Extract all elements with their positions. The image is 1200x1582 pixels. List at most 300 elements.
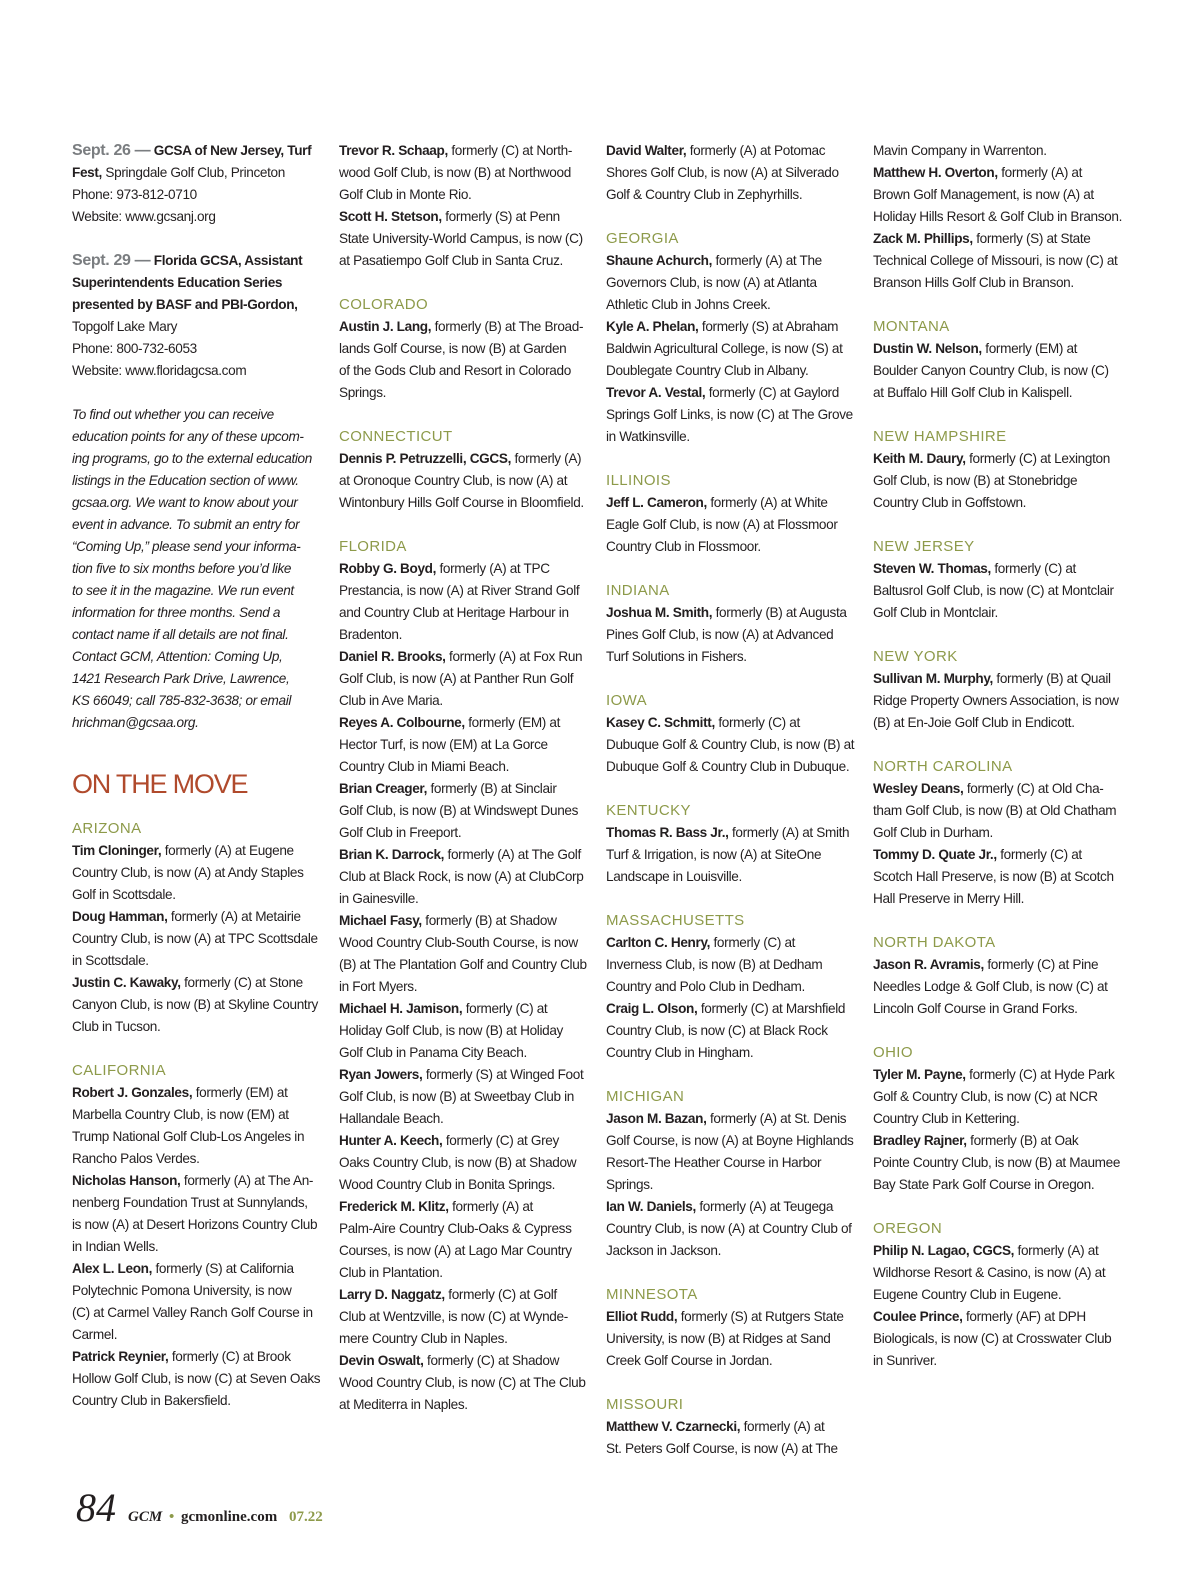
person-name: Brian Creager,: [339, 781, 428, 796]
entry-line: [339, 184, 589, 206]
person-entry: [606, 712, 856, 778]
entry-line: [606, 954, 856, 976]
state-heading: MASSACHUSETTS: [606, 912, 745, 929]
person-name: Craig L. Olson,: [606, 1001, 698, 1016]
entry-line: [72, 1346, 324, 1368]
state-heading: NORTH DAKOTA: [873, 934, 996, 951]
person-name: Jason R. Avramis,: [873, 957, 984, 972]
note-line: To find out whether you can receive: [72, 407, 274, 422]
entry-line: [606, 1350, 856, 1372]
entry-line: [873, 382, 1125, 404]
person-entry: [72, 1082, 324, 1170]
person-entry: [339, 448, 589, 514]
entry-line: [339, 800, 589, 822]
entry-line: [606, 1306, 856, 1328]
person-name: Alex L. Leon,: [72, 1261, 153, 1276]
person-name: Justin C. Kawaky,: [72, 975, 181, 990]
note-line: to see it in the magazine. We run event: [72, 583, 294, 598]
entry-line: [72, 1016, 324, 1038]
state-heading: NEW HAMPSHIRE: [873, 428, 1007, 445]
person-name: Trevor A. Vestal,: [606, 385, 706, 400]
entry-text: Club in Ave Maria.: [339, 693, 443, 708]
person-entry: [339, 1350, 589, 1416]
entry-line: [339, 1328, 589, 1350]
entry-line: [339, 316, 589, 338]
entry-text: Wood Country Club in Bonita Springs.: [339, 1177, 556, 1192]
entry-line: [873, 844, 1125, 866]
entry-text: formerly (A) at St. Denis: [706, 1111, 847, 1126]
event-title-line: [72, 140, 324, 162]
entry-text: in Indian Wells.: [72, 1239, 159, 1254]
person-name: Dennis P. Petruzzelli, CGCS,: [339, 451, 512, 466]
entry-text: formerly (C) at Gaylord: [705, 385, 839, 400]
entry-text: Eugene Country Club in Eugene.: [873, 1287, 1062, 1302]
entry-text: formerly (S) at Abraham: [698, 319, 839, 334]
entry-text: Hall Preserve in Merry Hill.: [873, 891, 1025, 906]
state-heading: KENTUCKY: [606, 802, 691, 819]
entry-text: tham Golf Club, is now (B) at Old Chatham: [873, 803, 1117, 818]
entry-line: [873, 580, 1125, 602]
entry-line: [339, 228, 589, 250]
entry-text: formerly (S) at California: [152, 1261, 294, 1276]
event-date: Sept. 26 —: [72, 142, 151, 159]
event-phone: Phone: 800-732-6053: [72, 341, 197, 356]
column-2: [339, 140, 589, 1416]
person-entry: [873, 1306, 1125, 1372]
entry-text: formerly (B) at Sinclair: [427, 781, 557, 796]
entry-text: Inverness Club, is now (B) at Dedham: [606, 957, 823, 972]
entry-text: formerly (A) at TPC: [436, 561, 550, 576]
entry-text: Golf Club in Durham.: [873, 825, 993, 840]
person-entry: [339, 206, 589, 272]
entry-line: [72, 1236, 324, 1258]
person-name: Wesley Deans,: [873, 781, 964, 796]
entry-line: [606, 316, 856, 338]
entry-text: Golf Club, is now (B) at Windswept Dunes: [339, 803, 579, 818]
entry-text: Bay State Park Golf Course in Oregon.: [873, 1177, 1095, 1192]
state-heading: MINNESOTA: [606, 1286, 698, 1303]
entry-text: Club at Wentzville, is now (C) at Wynde-: [339, 1309, 568, 1324]
entry-text: formerly (A) at: [1014, 1243, 1099, 1258]
entry-line: [873, 162, 1125, 184]
entry-text: at Mediterra in Naples.: [339, 1397, 468, 1412]
event-title-line: [72, 250, 324, 272]
entry-line: [72, 994, 324, 1016]
person-entry: [873, 668, 1125, 734]
entry-text: formerly (B) at Oak: [966, 1133, 1079, 1148]
entry-text: formerly (C) at Pine: [983, 957, 1099, 972]
event-listing: [72, 250, 324, 382]
entry-text: formerly (C) at North-: [447, 143, 573, 158]
entry-text: State University-World Campus, is now (C): [339, 231, 583, 246]
entry-line: [606, 338, 856, 360]
entry-text: Club at Black Rock, is now (A) at ClubCorp: [339, 869, 584, 884]
entry-text: Dubuque Golf & Country Club, is now (B) at: [606, 737, 855, 752]
entry-line: [72, 1214, 324, 1236]
entry-line: [606, 1042, 856, 1064]
entry-text: formerly (C) at Old Cha-: [963, 781, 1104, 796]
column-3: [606, 140, 856, 1460]
entry-text: formerly (B) at Shadow: [421, 913, 557, 928]
entry-line: [339, 888, 589, 910]
entry-text: Golf Club, is now (A) at Panther Run Golf: [339, 671, 574, 686]
entry-text: formerly (B) at The Broad-: [431, 319, 584, 334]
entry-text: Scotch Hall Preserve, is now (B) at Scotch: [873, 869, 1114, 884]
note-line: information for three months. Send a: [72, 605, 281, 620]
entry-line: [339, 624, 589, 646]
entry-text: Country Club, is now (A) at Country Club of: [606, 1221, 852, 1236]
entry-line: [873, 360, 1125, 382]
event-website: Website: www.gcsanj.org: [72, 209, 216, 224]
entry-line: [873, 228, 1125, 250]
entry-line: [606, 272, 856, 294]
entry-line: [72, 840, 324, 862]
entry-text: Turf & Irrigation, is now (A) at SiteOne: [606, 847, 822, 862]
person-entry: [339, 712, 589, 778]
entry-text: Pines Golf Club, is now (A) at Advanced: [606, 627, 834, 642]
person-name: Sullivan M. Murphy,: [873, 671, 993, 686]
entry-line: [72, 1148, 324, 1170]
entry-line: [339, 1064, 589, 1086]
state-heading: GEORGIA: [606, 230, 679, 247]
person-entry: [606, 932, 856, 998]
note-line: ing programs, go to the external education: [72, 451, 312, 466]
entry-line: [873, 184, 1125, 206]
entry-text: Springs Golf Links, is now (C) at The Grove: [606, 407, 853, 422]
person-name: Jeff L. Cameron,: [606, 495, 707, 510]
event-title-line: [72, 162, 324, 184]
entry-text: (C) at Carmel Valley Ranch Golf Course in: [72, 1305, 313, 1320]
person-entry: [339, 910, 589, 998]
entry-line: [339, 448, 589, 470]
person-entry: [606, 1108, 856, 1196]
entry-text: Polytechnic Pomona University, is now: [72, 1283, 292, 1298]
entry-line: [339, 712, 589, 734]
entry-line: [873, 1328, 1125, 1350]
state-heading: CALIFORNIA: [72, 1062, 167, 1079]
state-heading: MICHIGAN: [606, 1088, 685, 1105]
entry-line: [606, 998, 856, 1020]
entry-line: [873, 272, 1125, 294]
entry-line: [339, 910, 589, 932]
person-name: Thomas R. Bass Jr.,: [606, 825, 729, 840]
person-name: Michael H. Jamison,: [339, 1001, 463, 1016]
entry-line: [873, 250, 1125, 272]
coming-up-note: [72, 404, 324, 734]
entry-text: Trump National Golf Club-Los Angeles in: [72, 1129, 305, 1144]
entry-text: Golf Club in Freeport.: [339, 825, 462, 840]
entry-line: [873, 1064, 1125, 1086]
note-line: hrichman@gcsaa.org.: [72, 715, 199, 730]
entry-text: (B) at The Plantation Golf and Country Club: [339, 957, 587, 972]
entry-text: formerly (A) at The An-: [180, 1173, 314, 1188]
entry-line: [339, 646, 589, 668]
entry-text: Country Club in Bakersfield.: [72, 1393, 231, 1408]
person-name: Keith M. Daury,: [873, 451, 966, 466]
page-number: 84: [76, 1485, 116, 1530]
entry-line: [606, 404, 856, 426]
person-name: Scott H. Stetson,: [339, 209, 442, 224]
entry-text: Golf Club, is now (B) at Stonebridge: [873, 473, 1078, 488]
entry-line: [72, 1302, 324, 1324]
entry-text: in Scottsdale.: [72, 953, 149, 968]
entry-line: [339, 1020, 589, 1042]
entry-text: Wildhorse Resort & Casino, is now (A) at: [873, 1265, 1106, 1280]
entry-text: Hollow Golf Club, is now (C) at Seven Oaks: [72, 1371, 321, 1386]
entry-text: Golf Club in Montclair.: [873, 605, 998, 620]
entry-text: Golf Course, is now (A) at Boyne Highlands: [606, 1133, 854, 1148]
entry-text: Club in Plantation.: [339, 1265, 443, 1280]
entry-line: [339, 338, 589, 360]
continued-line: Mavin Company in Warrenton.: [873, 143, 1047, 158]
state-heading: NEW YORK: [873, 648, 958, 665]
entry-text: lands Golf Course, is now (B) at Garden: [339, 341, 567, 356]
entry-text: Boulder Canyon Country Club, is now (C): [873, 363, 1109, 378]
entry-text: in Watkinsville.: [606, 429, 690, 444]
entry-text: formerly (C) at Shadow: [423, 1353, 560, 1368]
column-1: [72, 140, 324, 1412]
person-name: Coulee Prince,: [873, 1309, 963, 1324]
person-entry: [606, 492, 856, 558]
entry-line: [72, 1082, 324, 1104]
entry-text: Pointe Country Club, is now (B) at Maumee: [873, 1155, 1121, 1170]
issue-date: 07.22: [288, 1509, 323, 1525]
entry-line: [339, 360, 589, 382]
person-entry: [339, 558, 589, 646]
person-entry: [873, 228, 1125, 294]
person-entry: [606, 1196, 856, 1262]
entry-line: [873, 954, 1125, 976]
magazine-name: GCM: [128, 1509, 163, 1525]
entry-text: Baltusrol Golf Club, is now (C) at Montclair: [873, 583, 1114, 598]
person-name: Zack M. Phillips,: [873, 231, 973, 246]
person-entry: [873, 338, 1125, 404]
note-line: education points for any of these upcom-: [72, 429, 304, 444]
entry-text: Golf Club, is now (B) at Sweetbay Club in: [339, 1089, 574, 1104]
entry-text: Baldwin Agricultural College, is now (S) at: [606, 341, 843, 356]
person-name: Bradley Rajner,: [873, 1133, 967, 1148]
state-heading: CONNECTICUT: [339, 428, 453, 445]
entry-text: Hector Turf, is now (EM) at La Gorce: [339, 737, 548, 752]
entry-line: [339, 844, 589, 866]
entry-line: [339, 1130, 589, 1152]
person-entry: [873, 954, 1125, 1020]
entry-line: [339, 1306, 589, 1328]
entry-text: formerly (A): [511, 451, 582, 466]
entry-line: [606, 140, 856, 162]
entry-text: formerly (S) at State: [972, 231, 1091, 246]
person-name: Ryan Jowers,: [339, 1067, 423, 1082]
person-entry: [873, 448, 1125, 514]
entry-text: nenberg Foundation Trust at Sunnylands,: [72, 1195, 308, 1210]
person-name: Kyle A. Phelan,: [606, 319, 699, 334]
entry-text: Country and Polo Club in Dedham.: [606, 979, 805, 994]
entry-line: [606, 1130, 856, 1152]
entry-text: formerly (C) at Grey: [442, 1133, 559, 1148]
entry-line: [339, 1372, 589, 1394]
entry-line: [72, 1104, 324, 1126]
event-date: Sept. 29 —: [72, 252, 151, 269]
entry-line: [873, 1174, 1125, 1196]
entry-text: Country Club in Hingham.: [606, 1045, 754, 1060]
person-entry: [873, 1240, 1125, 1306]
entry-line: [72, 1258, 324, 1280]
entry-text: formerly (C) at: [996, 847, 1082, 862]
person-name: Larry D. Naggatz,: [339, 1287, 445, 1302]
entry-text: (B) at En-Joie Golf Club in Endicott.: [873, 715, 1075, 730]
person-name: Robby G. Boyd,: [339, 561, 437, 576]
entry-text: formerly (AF) at DPH: [962, 1309, 1086, 1324]
person-entry: [72, 906, 324, 972]
person-entry: [873, 1130, 1125, 1196]
entry-text: formerly (A) at White: [706, 495, 828, 510]
note-line: contact name if all details are not final.: [72, 627, 289, 642]
person-entry: [606, 1306, 856, 1372]
entry-line: [606, 1108, 856, 1130]
entry-line: [606, 866, 856, 888]
entry-line: [606, 184, 856, 206]
entry-text: wood Golf Club, is now (B) at Northwood: [339, 165, 571, 180]
event-title: GCSA of New Jersey, Turf: [150, 143, 312, 158]
entry-text: formerly (A) at Smith: [728, 825, 850, 840]
entry-line: [339, 382, 589, 404]
person-entry: [873, 778, 1125, 844]
entry-line: [873, 778, 1125, 800]
entry-line: [873, 448, 1125, 470]
event-title: Fest,: [72, 165, 102, 180]
entry-line: [339, 206, 589, 228]
entry-line: [873, 558, 1125, 580]
entry-line: [873, 866, 1125, 888]
person-name: Elliot Rudd,: [606, 1309, 678, 1324]
person-entry: [606, 998, 856, 1064]
note-line: tion five to six months before you’d like: [72, 561, 292, 576]
person-name: Dustin W. Nelson,: [873, 341, 982, 356]
entry-text: formerly (A) at The: [712, 253, 822, 268]
entry-line: [606, 382, 856, 404]
entry-text: formerly (B) at Quail: [992, 671, 1111, 686]
entry-line: [339, 1394, 589, 1416]
entry-text: Oaks Country Club, is now (B) at Shadow: [339, 1155, 577, 1170]
person-name: Michael Fasy,: [339, 913, 422, 928]
entry-line: [339, 734, 589, 756]
entry-line: [606, 294, 856, 316]
person-name: Devin Oswalt,: [339, 1353, 424, 1368]
person-name: Joshua M. Smith,: [606, 605, 713, 620]
entry-text: Holiday Golf Club, is now (B) at Holiday: [339, 1023, 563, 1038]
entry-line: [873, 1152, 1125, 1174]
state-heading: MONTANA: [873, 318, 950, 335]
entry-text: Lincoln Golf Course in Grand Forks.: [873, 1001, 1078, 1016]
person-name: Daniel R. Brooks,: [339, 649, 446, 664]
note-line: 1421 Research Park Drive, Lawrence,: [72, 671, 290, 686]
note-line: Contact GCM, Attention: Coming Up,: [72, 649, 283, 664]
person-entry: [339, 998, 589, 1064]
entry-text: St. Peters Golf Course, is now (A) at The: [606, 1441, 838, 1456]
entry-text: Branson Hills Golf Club in Branson.: [873, 275, 1074, 290]
entry-line: [606, 1240, 856, 1262]
entry-line: [339, 756, 589, 778]
entry-line: [606, 426, 856, 448]
event-title-line: [72, 272, 324, 294]
entry-text: Wood Country Club, is now (C) at The Club: [339, 1375, 586, 1390]
entry-text: Technical College of Missouri, is now (C) at: [873, 253, 1118, 268]
person-name: Kasey C. Schmitt,: [606, 715, 715, 730]
entry-text: of the Gods Club and Resort in Colorado: [339, 363, 571, 378]
entry-line: [339, 1042, 589, 1064]
entry-line: [873, 690, 1125, 712]
state-heading: FLORIDA: [339, 538, 407, 555]
entry-text: Resort-The Heather Course in Harbor: [606, 1155, 822, 1170]
entry-line: [873, 800, 1125, 822]
person-name: Shaune Achurch,: [606, 253, 713, 268]
entry-line: [606, 1020, 856, 1042]
entry-line: [72, 1192, 324, 1214]
person-name: Tyler M. Payne,: [873, 1067, 966, 1082]
entry-text: Brown Golf Management, is now (A) at: [873, 187, 1094, 202]
person-entry: [339, 1064, 589, 1130]
entry-line: [606, 492, 856, 514]
event-title: Florida GCSA, Assistant: [150, 253, 303, 268]
event-location: Topgolf Lake Mary: [72, 319, 178, 334]
entry-line: [339, 1152, 589, 1174]
entry-line: [339, 1284, 589, 1306]
entry-line: [873, 1108, 1125, 1130]
entry-text: in Fort Myers.: [339, 979, 418, 994]
person-name: Nicholas Hanson,: [72, 1173, 181, 1188]
state-heading: ILLINOIS: [606, 472, 671, 489]
entry-text: formerly (A) at: [448, 1199, 533, 1214]
entry-text: formerly (S) at Rutgers State: [677, 1309, 844, 1324]
entry-line: [606, 646, 856, 668]
entry-text: Biologicals, is now (C) at Crosswater Club: [873, 1331, 1112, 1346]
person-entry: [873, 162, 1125, 228]
person-entry: [606, 602, 856, 668]
entry-text: formerly (C) at Marshfield: [697, 1001, 846, 1016]
event-title: Superintendents Education Series: [72, 275, 283, 290]
entry-text: formerly (EM) at: [192, 1085, 288, 1100]
entry-text: Springs.: [339, 385, 387, 400]
entry-line: [339, 778, 589, 800]
state-heading: IOWA: [606, 692, 648, 709]
entry-text: Golf & Country Club in Zephyrhills.: [606, 187, 803, 202]
entry-text: Courses, is now (A) at Lago Mar Country: [339, 1243, 572, 1258]
entry-line: [606, 734, 856, 756]
entry-text: Jackson in Jackson.: [606, 1243, 721, 1258]
entry-line: [339, 250, 589, 272]
entry-line: [339, 822, 589, 844]
entry-line: [339, 1196, 589, 1218]
entry-line: [72, 906, 324, 928]
entry-text: formerly (A) at Metairie: [167, 909, 301, 924]
person-name: Steven W. Thomas,: [873, 561, 991, 576]
entry-text: Wintonbury Hills Golf Course in Bloomfield.: [339, 495, 584, 510]
note-line: gcsaa.org. We want to know about your: [72, 495, 298, 510]
person-entry: [72, 1258, 324, 1346]
separator-dot: •: [168, 1509, 175, 1525]
entry-text: formerly (A) at Fox Run: [445, 649, 583, 664]
note-line: KS 66049; call 785-832-3638; or email: [72, 693, 292, 708]
entry-line: [606, 602, 856, 624]
entry-text: formerly (A) at: [740, 1419, 825, 1434]
entry-text: Shores Golf Club, is now (A) at Silverado: [606, 165, 839, 180]
entry-text: Golf Club in Panama City Beach.: [339, 1045, 527, 1060]
entry-text: Needles Lodge & Golf Club, is now (C) at: [873, 979, 1108, 994]
spacer: [72, 382, 324, 404]
entry-text: Canyon Club, is now (B) at Skyline Country: [72, 997, 318, 1012]
person-name: Ian W. Daniels,: [606, 1199, 696, 1214]
entry-line: [339, 998, 589, 1020]
